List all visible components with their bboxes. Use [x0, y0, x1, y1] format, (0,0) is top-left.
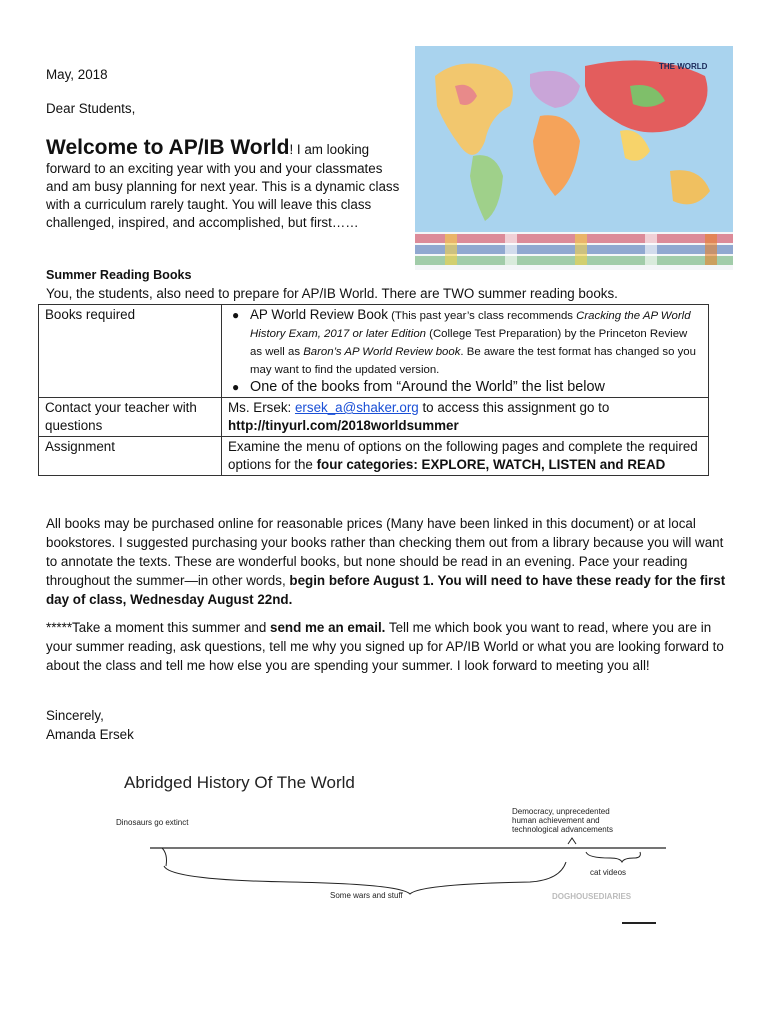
- book1-title: AP World Review Book: [250, 307, 388, 322]
- bullet-icon: ●: [232, 380, 240, 394]
- cartoon-label-democracy-2: human achievement and: [512, 816, 600, 825]
- map-title: THE WORLD: [659, 62, 708, 71]
- list-item: [232, 306, 702, 378]
- cat-brace: [586, 852, 640, 862]
- welcome-paragraph: [46, 136, 400, 232]
- email-request-start: *****Take a moment this summer and: [46, 620, 271, 635]
- flag-strip: [415, 234, 733, 265]
- book2-text: One of the books from “Around the World” the list below: [250, 379, 605, 395]
- table-row: [39, 398, 709, 437]
- assignment-cell: [222, 437, 709, 476]
- purchase-text: All books may be purchased online for reasonable prices (Many have been linked in this document) or at local bookstores. I suggested purchasing your books rather than checking them out from a library because you will want to annotate the texts. These are wonderful books, but none should be read in an evening. Pace your reading throughout the summer—in other words,: [46, 516, 724, 588]
- bullet-icon: ●: [232, 308, 240, 322]
- book1-cracking-title: Cracking the AP World History Exam, 2017 or later Edition: [250, 310, 691, 340]
- book1-note: (This past year’s class recommends: [387, 310, 577, 322]
- row-label-contact: Contact your teacher with questions: [39, 398, 222, 437]
- signer-name: Amanda Ersek: [46, 727, 134, 742]
- email-paragraph: [46, 618, 736, 675]
- letter-greeting: Dear Students,: [46, 101, 136, 116]
- cartoon-label-wars: Some wars and stuff: [330, 891, 403, 900]
- purchase-paragraph: [46, 514, 726, 609]
- contact-prefix: Ms. Ersek:: [228, 400, 295, 415]
- books-cell: [222, 305, 709, 398]
- cartoon-credit: DOGHOUSEDIARIES: [552, 892, 632, 901]
- cartoon-label-democracy-1: Democracy, unprecedented: [512, 807, 610, 816]
- history-cartoon-image: [110, 762, 670, 932]
- table-row: [39, 437, 709, 476]
- cartoon-label-dinosaurs: Dinosaurs go extinct: [116, 818, 189, 827]
- contact-cell: [222, 398, 709, 437]
- closing: Sincerely,: [46, 708, 104, 723]
- book1-publisher: (College Test Preparation) by the Princeton Review as well as: [250, 328, 688, 358]
- requirements-table: [38, 304, 709, 476]
- deadline-text: begin before August 1. You will need to have these ready for the first day of class, Wednesday August 22nd.: [46, 573, 726, 607]
- democracy-pointer: [568, 838, 576, 844]
- welcome-title: Welcome to AP/IB World: [46, 136, 290, 159]
- email-request-bold: send me an email.: [270, 620, 386, 635]
- email-request-rest: Tell me which book you want to read, where you are in your summer reading, ask questions, tell me why you signed up for AP/IB World or what you are looking forward to about the class and tell me how else you are spending your summer. I look forward to meeting you all!: [46, 620, 724, 673]
- email-link[interactable]: ersek_a@shaker.org: [294, 400, 419, 415]
- books-list: [228, 306, 702, 396]
- table-row: [39, 305, 709, 398]
- cartoon-label-democracy-3: technological advancements: [512, 825, 613, 834]
- wars-brace: [164, 862, 566, 894]
- summer-reading-heading: Summer Reading Books: [46, 268, 192, 282]
- cartoon-label-cats: cat videos: [590, 868, 627, 877]
- cartoon-title: Abridged History Of The World: [124, 773, 355, 792]
- world-map-image: [415, 46, 733, 270]
- assignment-categories: four categories: EXPLORE, WATCH, LISTEN and READ: [316, 457, 666, 472]
- welcome-text: ! I am looking forward to an exciting year with you and your classmates and am busy planning for next year. This is a dynamic class with a curriculum rarely taught. You will leave this class challenged, inspired, and accomplished, but first……: [46, 142, 400, 230]
- contact-suffix: to access this assignment go to: [418, 400, 610, 415]
- assignment-text: Examine the menu of options on the following pages and complete the required options for the: [228, 439, 698, 472]
- summer-reading-intro: You, the students, also need to prepare for AP/IB World. There are TWO summer reading books.: [46, 286, 618, 301]
- row-label-books: Books required: [39, 305, 222, 398]
- book1-advice: . Be aware the test format has changed so you may want to find the updated version.: [250, 346, 696, 376]
- letter-date: May, 2018: [46, 67, 108, 82]
- list-item: [232, 378, 702, 396]
- book1-barons-title: Baron’s AP World Review book: [303, 346, 461, 358]
- assignment-url[interactable]: http://tinyurl.com/2018worldsummer: [228, 418, 459, 433]
- timeline-start-tick: [162, 848, 167, 866]
- row-label-assignment: Assignment: [39, 437, 222, 476]
- cartoon-footer-mark: [622, 922, 656, 924]
- signature-block: [46, 706, 134, 744]
